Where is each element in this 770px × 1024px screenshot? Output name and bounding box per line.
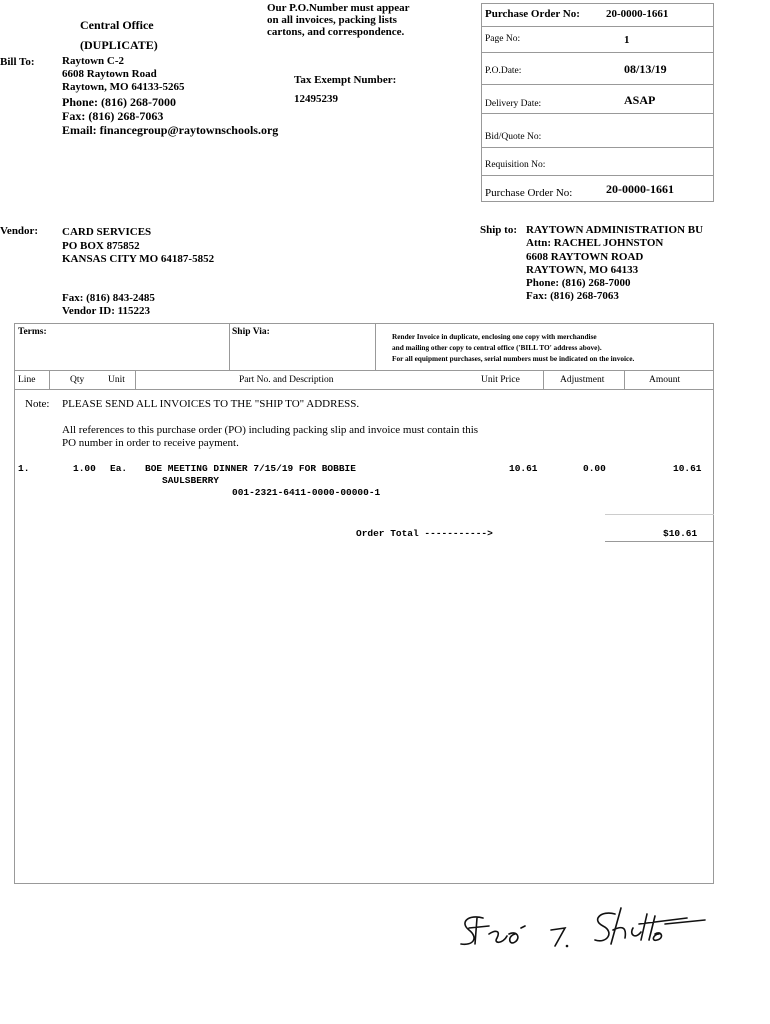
delivery-date-label: Delivery Date: [485, 99, 542, 109]
col-line: Line [18, 375, 36, 385]
delivery-date: ASAP [624, 93, 656, 107]
invoice-instructions [392, 331, 634, 364]
item-unit-price: 10.61 [509, 463, 538, 474]
note-line-3: PO number in order to receive payment. [62, 437, 239, 449]
notice-line: Our P.O.Number must appear [267, 2, 410, 14]
address-line: RAYTOWN ADMINISTRATION BU [526, 224, 704, 236]
col-qty: Qty [70, 375, 85, 385]
col-adjustment: Adjustment [560, 375, 605, 385]
instruction-line: For all equipment purchases, serial numbers must be indicated on the invoice. [392, 354, 635, 363]
item-description-cont: SAULSBERRY [162, 475, 220, 486]
order-total-label: Order Total -----------> [356, 528, 493, 539]
item-adjustment: 0.00 [583, 463, 606, 474]
terms-label: Terms: [18, 327, 47, 337]
page-no: 1 [624, 34, 630, 46]
ship-to-label: Ship to: [480, 224, 517, 236]
page-no-label: Page No: [485, 34, 521, 44]
col-description: Part No. and Description [239, 375, 334, 385]
tax-exempt-label: Tax Exempt Number: [294, 74, 397, 86]
address-line: Attn: RACHEL JOHNSTON [526, 237, 664, 250]
item-description: BOE MEETING DINNER 7/15/19 FOR BOBBIE [145, 463, 356, 474]
po-date-label: P.O.Date: [485, 66, 522, 76]
vendor-contact [62, 292, 155, 318]
divider [624, 370, 625, 389]
vendor-label: Vendor: [0, 225, 39, 237]
office-title: Central Office [80, 18, 154, 32]
signature-icon [455, 900, 715, 960]
notice-line: on all invoices, packing lists [267, 14, 397, 26]
address-line: PO BOX 875852 [62, 239, 140, 252]
bill-to-label: Bill To: [0, 56, 35, 68]
divider [481, 52, 714, 53]
ship-to-address [526, 224, 703, 304]
note-line-2: All references to this purchase order (PO) including packing slip and invoice must contain this [62, 424, 479, 436]
bill-to-address [62, 55, 185, 94]
po-number-label: Purchase Order No: [485, 8, 580, 20]
divider [481, 175, 714, 176]
notice-line: cartons, and correspondence. [267, 26, 405, 38]
address-line: KANSAS CITY MO 64187-5852 [62, 253, 215, 265]
item-unit: Ea. [110, 463, 128, 474]
signature [455, 900, 715, 965]
divider [135, 370, 136, 389]
address-line: RAYTOWN, MO 64133 [526, 263, 639, 276]
col-unit-price: Unit Price [481, 375, 520, 385]
note-label: Note: [25, 398, 50, 410]
bill-email: Email: financegroup@raytownschools.org [62, 123, 279, 137]
item-amount: 10.61 [673, 463, 702, 474]
divider [481, 26, 714, 27]
divider [481, 84, 714, 85]
po-notice [267, 2, 410, 38]
address-line: CARD SERVICES [62, 226, 152, 238]
address-line: 6608 Raytown Road [62, 68, 157, 80]
vendor-address [62, 226, 214, 267]
address-line: 6608 RAYTOWN ROAD [526, 250, 644, 263]
po-number: 20-0000-1661 [606, 8, 669, 20]
divider [481, 147, 714, 148]
requisition-label: Requisition No: [485, 160, 546, 170]
item-qty: 1.00 [73, 463, 96, 474]
bill-fax: Fax: (816) 268-7063 [62, 109, 164, 123]
col-amount: Amount [649, 375, 681, 385]
item-account: 001-2321-6411-0000-00000-1 [232, 487, 381, 498]
ship-via-label: Ship Via: [232, 327, 270, 337]
po-date: 08/13/19 [624, 62, 667, 76]
divider [14, 389, 714, 390]
divider [229, 323, 230, 371]
vendor-id: Vendor ID: 115223 [62, 305, 151, 317]
divider [49, 370, 50, 389]
tax-exempt-number: 12495239 [294, 93, 338, 105]
divider [605, 541, 714, 542]
vendor-fax: Fax: (816) 843-2485 [62, 292, 155, 304]
item-line: 1. [18, 463, 30, 474]
duplicate-label: (DUPLICATE) [80, 38, 158, 52]
po-number-label-2: Purchase Order No: [485, 187, 573, 199]
address-line: Phone: (816) 268-7000 [526, 277, 631, 290]
bill-to-contact [62, 95, 278, 137]
divider [14, 370, 714, 371]
order-total: $10.61 [663, 528, 698, 539]
col-unit: Unit [108, 375, 125, 385]
divider [375, 323, 376, 371]
address-line: Fax: (816) 268-7063 [526, 290, 619, 303]
divider [605, 514, 714, 515]
address-line: Raytown, MO 64133-5265 [62, 81, 185, 93]
instruction-line: Render Invoice in duplicate, enclosing one copy with merchandise [392, 332, 597, 341]
po-number-2: 20-0000-1661 [606, 182, 674, 196]
bill-phone: Phone: (816) 268-7000 [62, 95, 176, 109]
divider [481, 113, 714, 114]
instruction-line: and mailing other copy to central office ('BILL TO' address above). [392, 343, 602, 352]
bid-quote-label: Bid/Quote No: [485, 132, 542, 142]
divider [543, 370, 544, 389]
address-line: Raytown C-2 [62, 55, 125, 67]
note-line-1: PLEASE SEND ALL INVOICES TO THE "SHIP TO" ADDRESS. [62, 398, 360, 410]
